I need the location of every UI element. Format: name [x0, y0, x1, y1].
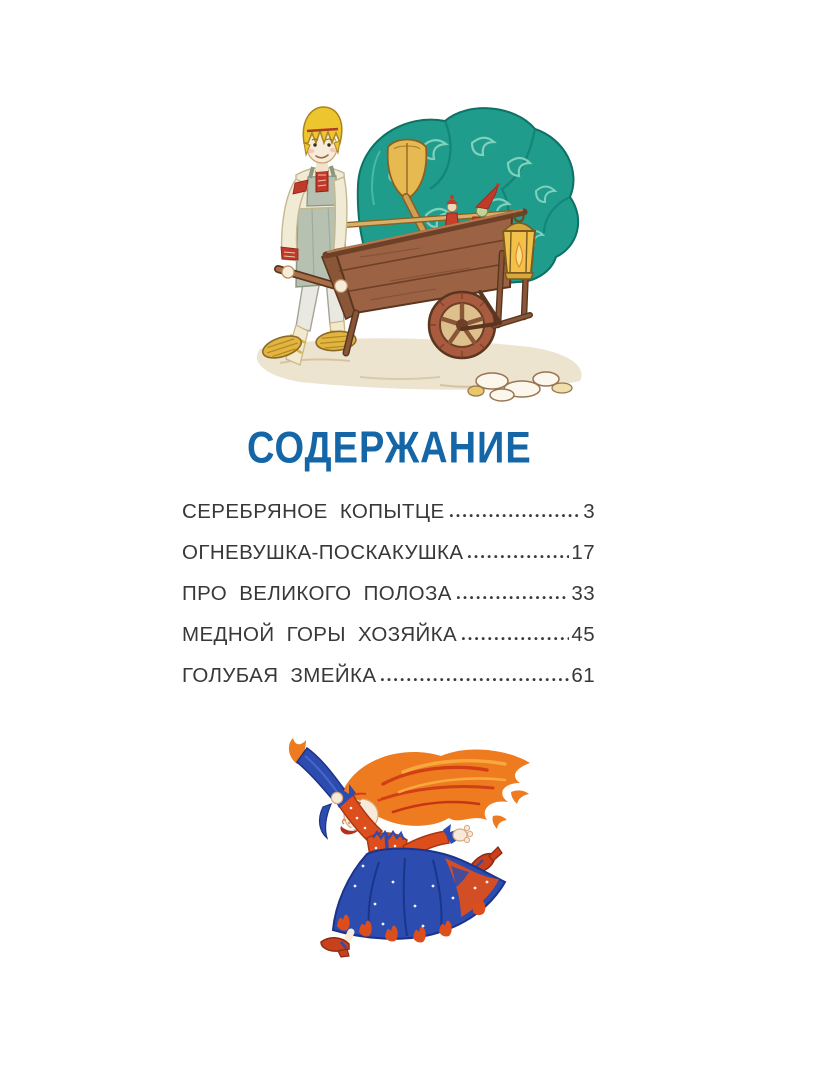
dot-leader — [449, 513, 582, 519]
front-leg — [321, 932, 351, 957]
toc-entry — [182, 500, 595, 522]
toc-entry-title: МЕДНОЙ ГОРЫ ХОЗЯЙКА — [182, 623, 458, 646]
dot-leader — [461, 636, 569, 642]
toc-entry-page: 45 — [571, 623, 595, 646]
table-of-contents — [182, 500, 595, 705]
page-title: СОДЕРЖАНИЕ — [247, 424, 532, 473]
boy — [260, 107, 357, 365]
toc-entry-title: СЕРЕБРЯНОЕ КОПЫТЦЕ — [182, 500, 445, 523]
toc-entry-title: ОГНЕВУШКА-ПОСКАКУШКА — [182, 541, 464, 564]
toc-entry — [182, 664, 595, 686]
toc-entry-page: 61 — [571, 664, 595, 687]
blue-kerchief — [289, 738, 344, 838]
illustration-boy-with-wheelbarrow — [240, 85, 605, 405]
dot-leader — [456, 595, 570, 601]
toc-entry-title: ПРО ВЕЛИКОГО ПОЛОЗА — [182, 582, 452, 605]
dot-leader — [380, 677, 569, 683]
toc-entry-page: 3 — [583, 500, 595, 523]
toc-entry-title: ГОЛУБАЯ ЗМЕЙКА — [182, 664, 377, 687]
toc-entry — [182, 582, 595, 604]
toc-entry-page: 17 — [571, 541, 595, 564]
toc-entry — [182, 623, 595, 645]
toc-entry — [182, 541, 595, 563]
boy-wheelbarrow-drawing — [240, 85, 605, 405]
ground-shadow — [257, 338, 582, 401]
dot-leader — [467, 554, 569, 560]
fire-girl-drawing — [283, 736, 535, 958]
illustration-fire-girl — [283, 736, 535, 958]
toc-entry-page: 33 — [571, 582, 595, 605]
